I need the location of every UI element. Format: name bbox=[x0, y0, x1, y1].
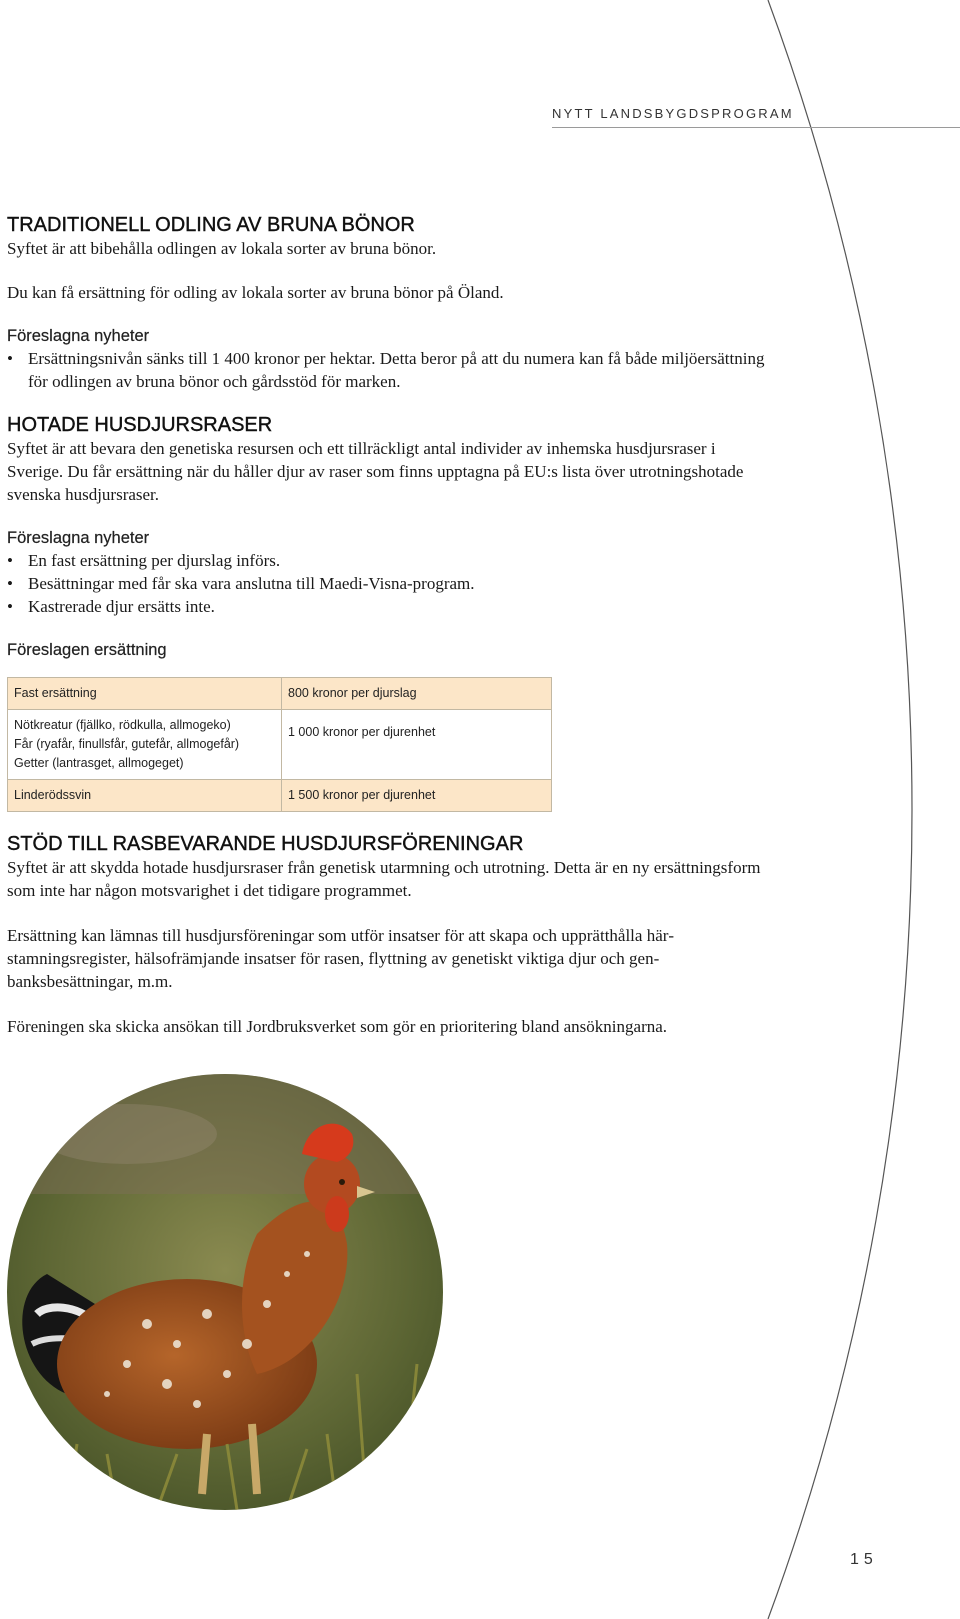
table-row bbox=[8, 780, 552, 812]
table-cell: 1 000 kronor per djurenhet bbox=[282, 710, 552, 780]
list-item: • En fast ersättning per djurslag införs. bbox=[7, 549, 767, 572]
table-cell: Fast ersättning bbox=[8, 678, 282, 710]
section-heading-husdjur: HOTADE HUSDJURSRASER bbox=[7, 414, 273, 436]
table-row bbox=[8, 678, 552, 710]
table-cell: Linderödssvin bbox=[8, 780, 282, 812]
paragraph: Syftet är att bibehålla odlingen av lokala sorter av bruna bönor. bbox=[7, 239, 437, 258]
paragraph: Syftet är att bevara den genetiska resursen och ett tillräckligt antal individer av inhemska husdjursraser i Sverige. Du får ersättning när du håller djur av raser som finns upptagna på EU:s lista över utrotningshotade svenska husdjursraser. bbox=[7, 439, 744, 504]
list-item: • Kastrerade djur ersätts inte. bbox=[7, 595, 767, 618]
section-heading-bonor: TRADITIONELL ODLING AV BRUNA BÖNOR bbox=[7, 214, 415, 236]
section-heading-foreningar: STÖD TILL RASBEVARANDE HUSDJURSFÖRENINGAR bbox=[7, 833, 524, 855]
bullet-list bbox=[7, 549, 767, 618]
subheading: Föreslagna nyheter bbox=[7, 327, 150, 345]
table-cell: Nötkreatur (fjällko, rödkulla, allmogeko) Får (ryafår, finullsfår, gutefår, allmogefår) Getter (lantrasget, allmogeget) bbox=[8, 710, 282, 780]
paragraph: Föreningen ska skicka ansökan till Jordbruksverket som gör en prioritering bland ansökningarna. bbox=[7, 1017, 668, 1036]
paragraph: Du kan få ersättning för odling av lokala sorter av bruna bönor på Öland. bbox=[7, 283, 504, 302]
list-item: • Besättningar med får ska vara anslutna till Maedi-Visna-program. bbox=[7, 572, 767, 595]
compensation-table bbox=[7, 677, 552, 812]
table-cell: 1 500 kronor per djurenhet bbox=[282, 780, 552, 812]
bullet-list bbox=[7, 347, 767, 393]
paragraph: Ersättning kan lämnas till husdjursföreningar som utför insatser för att skapa och upprätthålla härstamningsregister, hälsofrämjande insatser för rasen, flyttning av genetiskt viktiga djur och genbanksbesättningar, m.m. bbox=[7, 926, 675, 991]
table-row bbox=[8, 710, 552, 780]
subheading: Föreslagna nyheter bbox=[7, 529, 150, 547]
page-number: 15 bbox=[850, 1551, 878, 1568]
main-content bbox=[7, 213, 767, 1038]
paragraph: Syftet är att skydda hotade husdjursraser från genetisk utarmning och utrotning. Detta är en ny ersättningsform som inte har någon motsvarighet i det tidigare programmet. bbox=[7, 858, 761, 900]
running-header: NYTT LANDSBYGDSPROGRAM bbox=[552, 106, 960, 128]
table-cell: 800 kronor per djurslag bbox=[282, 678, 552, 710]
rooster-photo bbox=[7, 1074, 443, 1510]
table-heading: Föreslagen ersättning bbox=[7, 641, 167, 659]
list-item: • Ersättningsnivån sänks till 1 400 kronor per hektar. Detta beror på att du numera kan få både miljöersättning för odlingen av bruna bönor och gårdsstöd för marken. bbox=[7, 347, 767, 393]
